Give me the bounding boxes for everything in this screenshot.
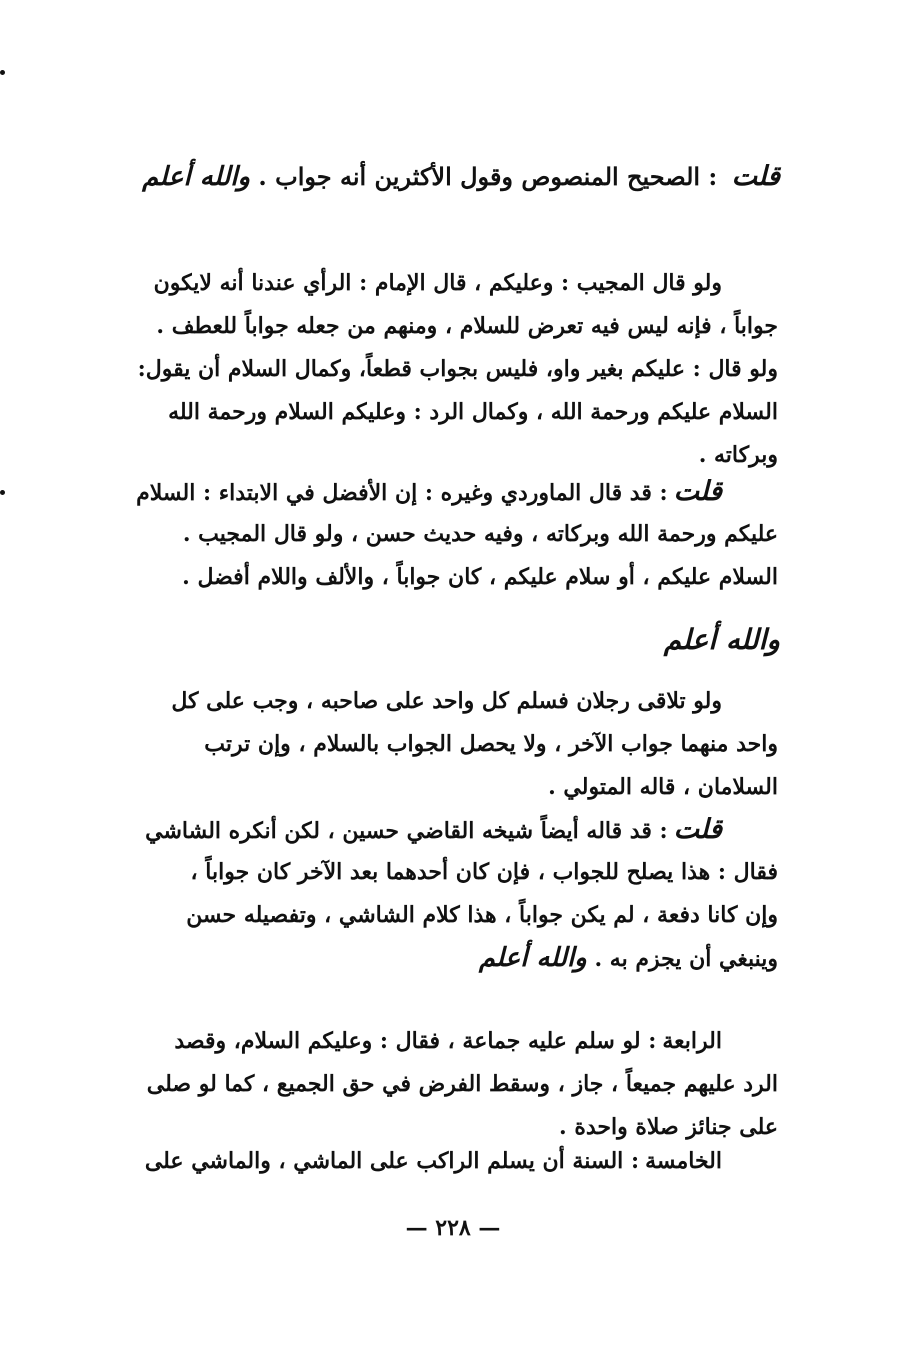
paragraph-line	[128, 1140, 778, 1183]
paragraph-line	[128, 470, 778, 513]
allah-alam-signature: والله أعلم	[478, 943, 587, 973]
paragraph-line: واحد منهما جواب الآخر ، ولا يحصل الجواب بالسلام ، وإن ترتب	[204, 731, 778, 757]
allah-alam-signature: والله أعلم	[663, 623, 780, 656]
paragraph-line: ولو قال المجيب : وعليكم ، قال الإمام : الرأي عندنا أنه لايكون	[153, 270, 722, 296]
paragraph-line: على جنائز صلاة واحدة .	[559, 1114, 778, 1140]
paragraph-line	[128, 937, 778, 980]
allah-alam-signature: والله أعلم	[142, 162, 251, 192]
paragraph-line	[128, 808, 778, 851]
paragraph-text: : السنة أن يسلم الراكب على الماشي ، والماشي على	[144, 1148, 640, 1174]
paragraph-line	[128, 1020, 778, 1063]
paragraph-line: السلام عليكم ، أو سلام عليكم ، كان جواباً ، والألف واللام أفضل .	[182, 564, 778, 590]
paragraph-2	[128, 470, 778, 599]
section-label: الرابعة	[662, 1028, 722, 1054]
heading-text: : الصحيح المنصوص وقول الأكثرين أنه جواب .	[258, 162, 718, 191]
margin-mark	[0, 490, 5, 495]
paragraph-5	[128, 1020, 778, 1149]
paragraph-line: جواباً ، فإنه ليس فيه تعرض للسلام ، ومنهم من جعله جواباً للعطف .	[156, 313, 778, 339]
paragraph-text: : قد قال الماوردي وغيره : إن الأفضل في الابتداء : السلام	[136, 480, 668, 506]
paragraph-line: وإن كانا دفعة ، لم يكن جواباً ، هذا كلام الشاشي ، وتفصيله حسن	[186, 902, 778, 928]
qult-label: قلت	[731, 161, 780, 192]
paragraph-text: وينبغي أن يجزم به .	[594, 946, 778, 972]
section-label: الخامسة	[645, 1148, 722, 1174]
paragraph-line: عليكم ورحمة الله وبركاته ، وفيه حديث حسن ، ولو قال المجيب .	[182, 521, 778, 547]
paragraph-line: السلامان ، قاله المتولي .	[548, 774, 778, 800]
qult-label: قلت	[673, 476, 722, 507]
paragraph-line: ولو قال : عليكم بغير واو، فليس بجواب قطعاً، وكمال السلام أن يقول:	[137, 356, 778, 382]
paragraph-line: وبركاته .	[698, 442, 778, 468]
paragraph-line: السلام عليكم ورحمة الله ، وكمال الرد : وعليكم السلام ورحمة الله	[168, 399, 778, 425]
paragraph-line: الرد عليهم جميعاً ، جاز ، وسقط الفرض في حق الجميع ، كما لو صلى	[146, 1071, 778, 1097]
qult-label: قلت	[673, 814, 722, 845]
paragraph-4	[128, 808, 778, 980]
margin-mark	[0, 70, 5, 75]
paragraph-line: ولو تلاقى رجلان فسلم كل واحد على صاحبه ، وجب على كل	[171, 688, 722, 714]
heading-line	[142, 150, 780, 204]
paragraph-3	[128, 680, 778, 809]
paragraph-text: : قد قاله أيضاً شيخه القاضي حسين ، لكن أنكره الشاشي	[145, 818, 668, 844]
page-number: — ٢٢٨ —	[405, 1215, 501, 1241]
paragraph-1	[128, 262, 778, 477]
paragraph-6	[128, 1140, 778, 1183]
paragraph-text: : لو سلم عليه جماعة ، فقال : وعليكم السلام، وقصد	[174, 1028, 657, 1054]
paragraph-line: فقال : هذا يصلح للجواب ، فإن كان أحدهما بعد الآخر كان جواباً ،	[190, 859, 778, 885]
